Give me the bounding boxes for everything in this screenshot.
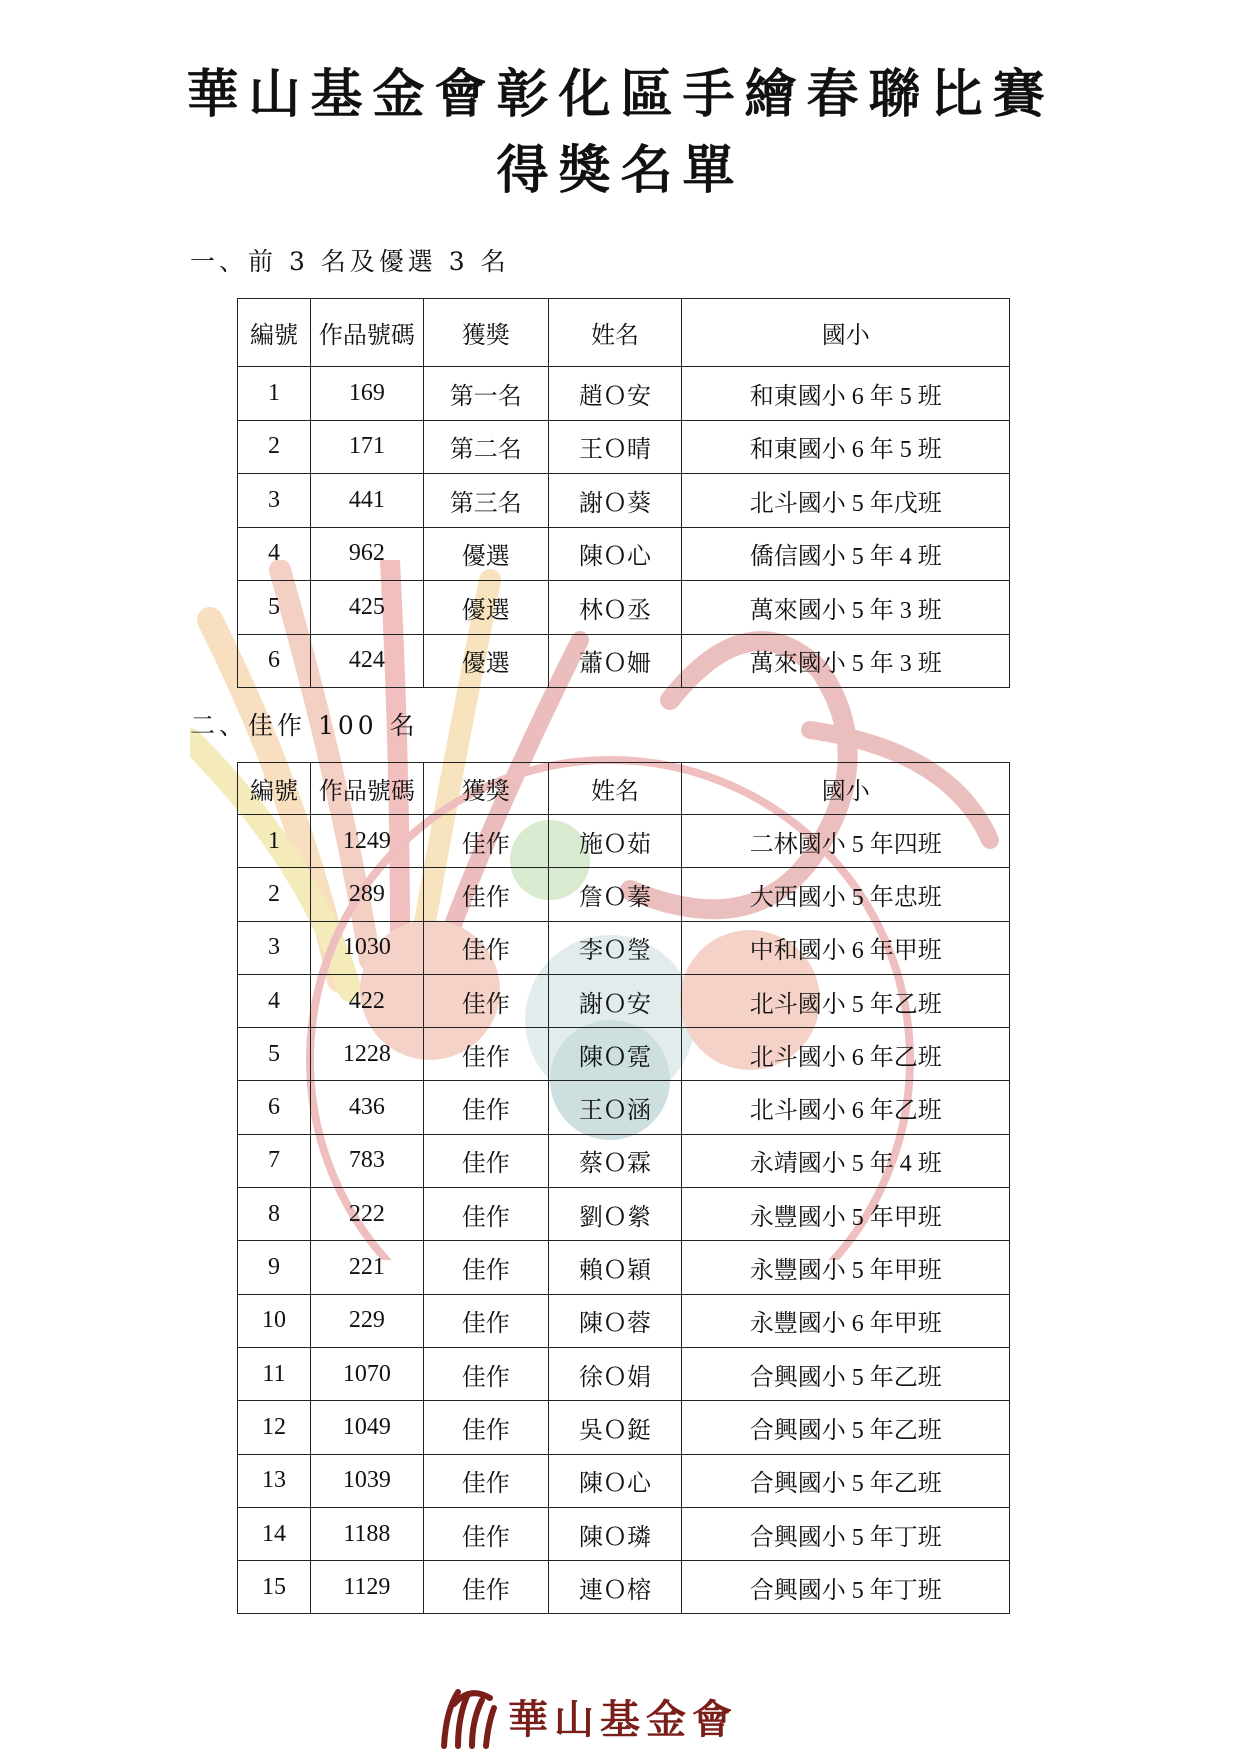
cell-school: 北斗國小 5 年乙班 xyxy=(682,974,1010,1027)
table-row xyxy=(238,367,1010,421)
cell-school: 中和國小 6 年甲班 xyxy=(682,921,1010,974)
cell-name: 李Ｏ瑩 xyxy=(548,921,682,974)
header-award: 獲獎 xyxy=(423,299,548,367)
cell-number: 3 xyxy=(238,921,311,974)
cell-work-number: 1070 xyxy=(310,1347,423,1400)
header-number: 編號 xyxy=(238,763,311,815)
cell-name: 林Ｏ丞 xyxy=(548,581,682,635)
cell-number: 7 xyxy=(238,1134,311,1187)
cell-award: 佳作 xyxy=(423,1188,548,1241)
cell-name: 趙Ｏ安 xyxy=(548,367,682,421)
cell-number: 10 xyxy=(238,1294,311,1347)
header-award: 獲獎 xyxy=(423,763,548,815)
cell-number: 8 xyxy=(238,1188,311,1241)
table-row xyxy=(238,1081,1010,1134)
header-work-number: 作品號碼 xyxy=(310,299,423,367)
table-header-row xyxy=(238,299,1010,367)
cell-work-number: 424 xyxy=(310,634,423,688)
cell-school: 永豐國小 6 年甲班 xyxy=(682,1294,1010,1347)
table-row xyxy=(238,527,1010,581)
cell-work-number: 229 xyxy=(310,1294,423,1347)
cell-work-number: 169 xyxy=(310,367,423,421)
cell-award: 佳作 xyxy=(423,1401,548,1454)
table-row xyxy=(238,581,1010,635)
cell-award: 第三名 xyxy=(423,474,548,528)
cell-name: 徐Ｏ娟 xyxy=(548,1347,682,1400)
table-row xyxy=(238,1454,1010,1507)
document-title: 華山基金會彰化區手繪春聯比賽 xyxy=(186,64,1055,125)
cell-name: 連Ｏ榕 xyxy=(548,1561,682,1614)
cell-number: 14 xyxy=(238,1507,311,1560)
cell-number: 1 xyxy=(238,367,311,421)
cell-work-number: 441 xyxy=(310,474,423,528)
cell-work-number: 289 xyxy=(310,868,423,921)
cell-award: 第一名 xyxy=(423,367,548,421)
table-row xyxy=(238,1028,1010,1081)
cell-award: 佳作 xyxy=(423,868,548,921)
cell-name: 王Ｏ晴 xyxy=(548,420,682,474)
cell-name: 蔡Ｏ霖 xyxy=(548,1134,682,1187)
cell-school: 和東國小 6 年 5 班 xyxy=(682,420,1010,474)
cell-school: 合興國小 5 年丁班 xyxy=(682,1561,1010,1614)
table-row xyxy=(238,1241,1010,1294)
cell-name: 蕭Ｏ姍 xyxy=(548,634,682,688)
cell-name: 陳Ｏ蓉 xyxy=(548,1294,682,1347)
table-row xyxy=(238,1401,1010,1454)
cell-number: 5 xyxy=(238,1028,311,1081)
cell-name: 謝Ｏ安 xyxy=(548,974,682,1027)
cell-number: 12 xyxy=(238,1401,311,1454)
table-row xyxy=(238,1294,1010,1347)
cell-number: 4 xyxy=(238,527,311,581)
table-row xyxy=(238,634,1010,688)
cell-school: 萬來國小 5 年 3 班 xyxy=(682,634,1010,688)
cell-number: 9 xyxy=(238,1241,311,1294)
cell-award: 佳作 xyxy=(423,815,548,868)
cell-school: 二林國小 5 年四班 xyxy=(682,815,1010,868)
cell-award: 佳作 xyxy=(423,1507,548,1560)
cell-name: 劉Ｏ縈 xyxy=(548,1188,682,1241)
cell-school: 北斗國小 6 年乙班 xyxy=(682,1028,1010,1081)
section2-heading: 二、佳作 100 名 xyxy=(190,711,419,740)
cell-award: 佳作 xyxy=(423,1028,548,1081)
table-row xyxy=(238,868,1010,921)
cell-school: 北斗國小 5 年戊班 xyxy=(682,474,1010,528)
cell-work-number: 171 xyxy=(310,420,423,474)
header-name: 姓名 xyxy=(548,299,682,367)
cell-award: 佳作 xyxy=(423,1294,548,1347)
cell-name: 陳Ｏ心 xyxy=(548,1454,682,1507)
honorable-mention-table xyxy=(237,762,1010,1614)
header-school: 國小 xyxy=(682,763,1010,815)
table-row xyxy=(238,474,1010,528)
header-school: 國小 xyxy=(682,299,1010,367)
cell-school: 永豐國小 5 年甲班 xyxy=(682,1188,1010,1241)
cell-school: 合興國小 5 年乙班 xyxy=(682,1401,1010,1454)
table-row xyxy=(238,815,1010,868)
cell-work-number: 222 xyxy=(310,1188,423,1241)
cell-award: 優選 xyxy=(423,527,548,581)
cell-name: 陳Ｏ心 xyxy=(548,527,682,581)
cell-work-number: 1129 xyxy=(310,1561,423,1614)
cell-award: 佳作 xyxy=(423,1561,548,1614)
table-row xyxy=(238,1561,1010,1614)
cell-award: 佳作 xyxy=(423,1134,548,1187)
cell-work-number: 1249 xyxy=(310,815,423,868)
cell-award: 佳作 xyxy=(423,1347,548,1400)
table-row xyxy=(238,1507,1010,1560)
header-name: 姓名 xyxy=(548,763,682,815)
cell-work-number: 221 xyxy=(310,1241,423,1294)
table-row xyxy=(238,420,1010,474)
cell-work-number: 422 xyxy=(310,974,423,1027)
cell-award: 佳作 xyxy=(423,1241,548,1294)
cell-award: 佳作 xyxy=(423,921,548,974)
cell-work-number: 962 xyxy=(310,527,423,581)
header-work-number: 作品號碼 xyxy=(310,763,423,815)
cell-school: 僑信國小 5 年 4 班 xyxy=(682,527,1010,581)
footer-org-name: 華山基金會 xyxy=(508,1695,738,1743)
cell-award: 第二名 xyxy=(423,420,548,474)
cell-name: 施Ｏ茹 xyxy=(548,815,682,868)
cell-work-number: 1039 xyxy=(310,1454,423,1507)
cell-number: 2 xyxy=(238,868,311,921)
table-header-row xyxy=(238,763,1010,815)
cell-work-number: 436 xyxy=(310,1081,423,1134)
foundation-logo-icon xyxy=(436,1680,500,1752)
cell-number: 3 xyxy=(238,474,311,528)
cell-number: 6 xyxy=(238,634,311,688)
cell-number: 6 xyxy=(238,1081,311,1134)
cell-number: 5 xyxy=(238,581,311,635)
cell-school: 合興國小 5 年乙班 xyxy=(682,1347,1010,1400)
cell-school: 萬來國小 5 年 3 班 xyxy=(682,581,1010,635)
cell-number: 11 xyxy=(238,1347,311,1400)
cell-number: 2 xyxy=(238,420,311,474)
cell-name: 賴Ｏ穎 xyxy=(548,1241,682,1294)
header-number: 編號 xyxy=(238,299,311,367)
cell-award: 優選 xyxy=(423,581,548,635)
cell-work-number: 425 xyxy=(310,581,423,635)
cell-award: 佳作 xyxy=(423,1081,548,1134)
cell-name: 陳Ｏ霓 xyxy=(548,1028,682,1081)
cell-work-number: 1228 xyxy=(310,1028,423,1081)
cell-award: 佳作 xyxy=(423,974,548,1027)
document-subtitle: 得獎名單 xyxy=(496,140,745,201)
table-row xyxy=(238,1188,1010,1241)
cell-name: 王Ｏ涵 xyxy=(548,1081,682,1134)
cell-number: 4 xyxy=(238,974,311,1027)
table-row xyxy=(238,921,1010,974)
cell-award: 優選 xyxy=(423,634,548,688)
table-row xyxy=(238,974,1010,1027)
cell-school: 大西國小 5 年忠班 xyxy=(682,868,1010,921)
cell-name: 陳Ｏ璘 xyxy=(548,1507,682,1560)
footer-logo xyxy=(436,1680,738,1752)
cell-number: 1 xyxy=(238,815,311,868)
cell-school: 北斗國小 6 年乙班 xyxy=(682,1081,1010,1134)
cell-name: 謝Ｏ葵 xyxy=(548,474,682,528)
table-row xyxy=(238,1134,1010,1187)
cell-award: 佳作 xyxy=(423,1454,548,1507)
cell-school: 永靖國小 5 年 4 班 xyxy=(682,1134,1010,1187)
cell-name: 詹Ｏ蓁 xyxy=(548,868,682,921)
cell-school: 合興國小 5 年丁班 xyxy=(682,1507,1010,1560)
cell-work-number: 1049 xyxy=(310,1401,423,1454)
cell-number: 13 xyxy=(238,1454,311,1507)
cell-number: 15 xyxy=(238,1561,311,1614)
cell-school: 合興國小 5 年乙班 xyxy=(682,1454,1010,1507)
cell-work-number: 1030 xyxy=(310,921,423,974)
cell-work-number: 1188 xyxy=(310,1507,423,1560)
cell-school: 和東國小 6 年 5 班 xyxy=(682,367,1010,421)
section1-heading: 一、前 3 名及優選 3 名 xyxy=(190,247,510,276)
table-row xyxy=(238,1347,1010,1400)
cell-work-number: 783 xyxy=(310,1134,423,1187)
top-awards-table xyxy=(237,298,1010,688)
cell-name: 吳Ｏ鋌 xyxy=(548,1401,682,1454)
cell-school: 永豐國小 5 年甲班 xyxy=(682,1241,1010,1294)
